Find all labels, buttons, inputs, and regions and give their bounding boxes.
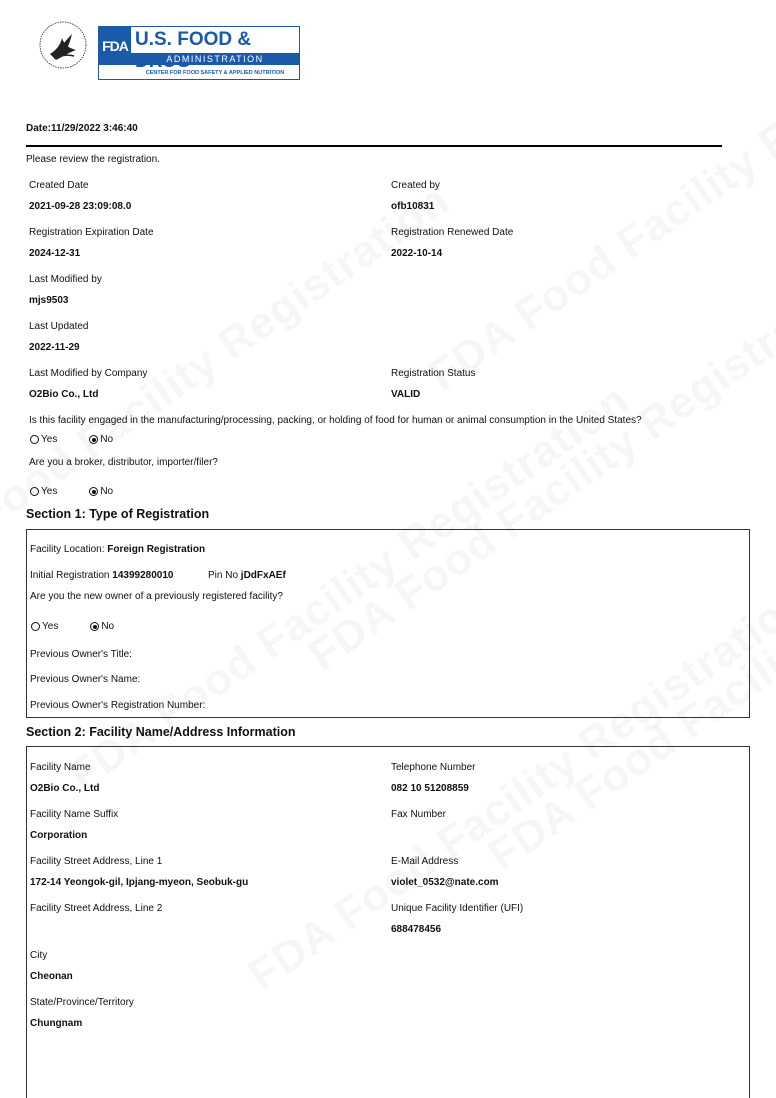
report-date: Date:11/29/2022 3:46:40	[26, 123, 138, 134]
new-owner-question: Are you the new owner of a previously registered facility?	[30, 591, 283, 602]
radio-unchecked-icon	[30, 487, 39, 496]
radio-checked-icon	[89, 487, 98, 496]
intro-text: Please review the registration.	[26, 154, 160, 165]
radio-label: No	[101, 621, 115, 632]
initial-registration-label: Initial Registration	[30, 570, 113, 581]
radio-label: Yes	[41, 434, 58, 445]
ufi-value: 688478456	[391, 924, 442, 935]
hhs-seal-icon	[38, 20, 88, 70]
radio-unchecked-icon	[31, 622, 40, 631]
initial-registration-value: 14399280010	[112, 570, 174, 581]
pin-number	[208, 570, 286, 581]
last-updated-label: Last Updated	[29, 321, 89, 332]
broker-radio-group	[30, 486, 145, 497]
radio-label: Yes	[41, 486, 58, 497]
email-value: violet_0532@nate.com	[391, 877, 499, 888]
last-modified-by-value: mjs9503	[29, 295, 69, 306]
engaged-no-radio[interactable]	[89, 434, 113, 445]
section2-title: Section 2: Facility Name/Address Information	[26, 725, 296, 739]
prev-owner-title: Previous Owner's Title:	[30, 649, 132, 660]
section1-title: Section 1: Type of Registration	[26, 507, 210, 521]
last-modified-by-label: Last Modified by	[29, 274, 102, 285]
facility-location-label: Facility Location:	[30, 544, 108, 555]
section2-box	[26, 746, 750, 1098]
facility-location	[30, 544, 205, 555]
fda-center: CENTER FOR FOOD SAFETY & APPLIED NUTRITION	[145, 70, 285, 76]
expiration-date-value: 2024-12-31	[29, 248, 81, 259]
registration-status-label: Registration Status	[391, 368, 476, 379]
fda-mark: FDA	[99, 27, 131, 65]
broker-yes-radio[interactable]	[30, 486, 57, 497]
prev-owner-registration: Previous Owner's Registration Number:	[30, 700, 206, 711]
engaged-radio-group	[30, 434, 145, 445]
facility-location-value: Foreign Registration	[107, 544, 206, 555]
radio-label: No	[100, 486, 114, 497]
radio-label: Yes	[42, 621, 59, 632]
city-value: Cheonan	[30, 971, 73, 982]
created-date-label: Created Date	[29, 180, 89, 191]
renewed-date-label: Registration Renewed Date	[391, 227, 514, 238]
state-label: State/Province/Territory	[30, 997, 134, 1008]
header	[38, 20, 338, 84]
last-modified-company-value: O2Bio Co., Ltd	[29, 389, 99, 400]
section1-box	[26, 529, 750, 718]
name-suffix-label: Facility Name Suffix	[30, 809, 119, 820]
expiration-date-label: Registration Expiration Date	[29, 227, 154, 238]
last-modified-company-label: Last Modified by Company	[29, 368, 148, 379]
radio-label: No	[100, 434, 114, 445]
engaged-question: Is this facility engaged in the manufacturing/processing, packing, or holding of food for human or animal consumption in the United States?	[29, 415, 642, 426]
street2-label: Facility Street Address, Line 2	[30, 903, 163, 914]
last-updated-value: 2022-11-29	[29, 342, 80, 353]
city-label: City	[30, 950, 48, 961]
pin-value: jDdFxAEf	[240, 570, 286, 581]
street1-value: 172-14 Yeongok-gil, Ipjang-myeon, Seobuk-gu	[30, 877, 249, 888]
pin-label: Pin No	[208, 570, 241, 581]
created-by-value: ofb10831	[391, 201, 435, 212]
watermark-text	[420, 0, 776, 401]
fda-name: U.S. FOOD &	[135, 29, 252, 50]
divider	[26, 145, 722, 147]
broker-question: Are you a broker, distributor, importer/filer?	[29, 457, 218, 468]
created-by-label: Created by	[391, 180, 440, 191]
new-owner-yes-radio[interactable]	[31, 621, 58, 632]
facility-name-label: Facility Name	[30, 762, 91, 773]
fda-admin: ADMINISTRATION	[131, 53, 299, 65]
radio-unchecked-icon	[30, 435, 39, 444]
fda-logo	[98, 26, 300, 80]
created-date-value: 2021-09-28 23:09:08.0	[29, 201, 132, 212]
telephone-value: 082 10 51208859	[391, 783, 469, 794]
street1-label: Facility Street Address, Line 1	[30, 856, 163, 867]
registration-status-value: VALID	[391, 389, 421, 400]
email-label: E-Mail Address	[391, 856, 459, 867]
new-owner-radio-group	[31, 621, 146, 632]
engaged-yes-radio[interactable]	[30, 434, 57, 445]
telephone-label: Telephone Number	[391, 762, 476, 773]
broker-no-radio[interactable]	[89, 486, 113, 497]
radio-checked-icon	[90, 622, 99, 631]
renewed-date-value: 2022-10-14	[391, 248, 443, 259]
prev-owner-name: Previous Owner's Name:	[30, 674, 141, 685]
facility-name-value: O2Bio Co., Ltd	[30, 783, 100, 794]
radio-checked-icon	[89, 435, 98, 444]
new-owner-no-radio[interactable]	[90, 621, 114, 632]
initial-registration	[30, 570, 173, 581]
state-value: Chungnam	[30, 1018, 83, 1029]
ufi-label: Unique Facility Identifier (UFI)	[391, 903, 524, 914]
fax-label: Fax Number	[391, 809, 447, 820]
name-suffix-value: Corporation	[30, 830, 88, 841]
